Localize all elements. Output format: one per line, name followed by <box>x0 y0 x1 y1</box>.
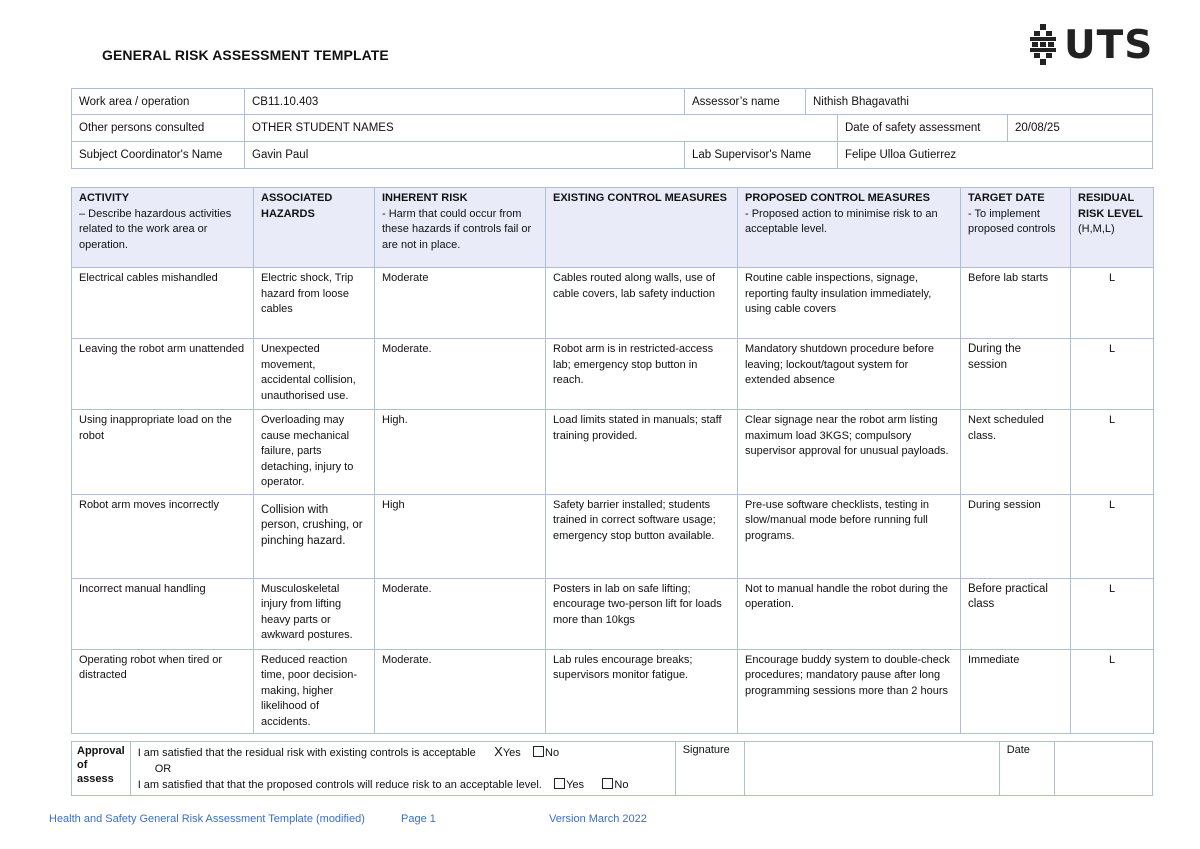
table-row <box>72 494 1154 578</box>
cell-existing[interactable]: Safety barrier installed; students trained in correct software usage; emergency stop button available. <box>546 494 738 578</box>
cell-hazards[interactable]: Reduced reaction time, poor decision-making, higher likelihood of accidents. <box>254 649 375 734</box>
cell-proposed[interactable]: Encourage buddy system to double-check procedures; mandatory pause after long programming sessions more than 2 hours <box>738 649 961 734</box>
header-residual-risk: RESIDUAL RISK LEVEL (H,M,L) <box>1071 188 1154 268</box>
cell-target[interactable]: During session <box>961 494 1071 578</box>
coordinator-value[interactable]: Gavin Paul <box>245 142 685 169</box>
cell-activity[interactable]: Incorrect manual handling <box>72 578 254 649</box>
lab-supervisor-value[interactable]: Felipe Ulloa Gutierrez <box>837 142 1152 169</box>
approval-table <box>71 741 1153 796</box>
assessment-info-table <box>71 88 1153 169</box>
signature-label: Signature <box>675 742 744 796</box>
signature-field[interactable] <box>744 742 999 796</box>
cell-existing[interactable]: Load limits stated in manuals; staff training provided. <box>546 410 738 495</box>
header-hazards: ASSOCIATED HAZARDS <box>254 188 375 268</box>
approval-statements <box>130 742 675 796</box>
others-consulted-label: Other persons consulted <box>72 115 245 142</box>
cell-inherent[interactable]: High <box>375 494 546 578</box>
header-existing-controls: EXISTING CONTROL MEASURES <box>546 188 738 268</box>
cell-residual[interactable]: L <box>1071 268 1154 339</box>
cell-residual[interactable]: L <box>1071 410 1154 495</box>
cell-activity[interactable]: Leaving the robot arm unattended <box>72 339 254 410</box>
cell-hazards[interactable]: Musculoskeletal injury from lifting heavy parts or awkward postures. <box>254 578 375 649</box>
cell-activity[interactable]: Robot arm moves incorrectly <box>72 494 254 578</box>
header-target-date: TARGET DATE - To implement proposed controls <box>961 188 1071 268</box>
approval-date-label: Date <box>999 742 1054 796</box>
cell-hazards[interactable]: Unexpected movement, accidental collision, unauthorised use. <box>254 339 375 410</box>
others-consulted-value[interactable]: OTHER STUDENT NAMES <box>245 115 838 142</box>
cell-inherent[interactable]: High. <box>375 410 546 495</box>
cell-proposed[interactable]: Not to manual handle the robot during the operation. <box>738 578 961 649</box>
footer-page-number: Page 1 <box>401 813 436 825</box>
work-area-value[interactable]: CB11.10.403 <box>245 89 685 115</box>
cell-activity[interactable]: Using inappropriate load on the robot <box>72 410 254 495</box>
risk-assessment-table <box>71 187 1154 734</box>
assessor-label: Assessor’s name <box>685 89 806 115</box>
cell-target[interactable]: Before lab starts <box>961 268 1071 339</box>
cell-residual[interactable]: L <box>1071 339 1154 410</box>
header-proposed-controls: PROPOSED CONTROL MEASURES - Proposed action to minimise risk to an acceptable level. <box>738 188 961 268</box>
cell-target[interactable]: Immediate <box>961 649 1071 734</box>
table-row <box>72 578 1154 649</box>
uts-crest-icon <box>1028 24 1058 66</box>
cell-proposed[interactable]: Clear signage near the robot arm listing maximum load 3KGS; compulsory supervisor approval for unusual payloads. <box>738 410 961 495</box>
cell-activity[interactable]: Operating robot when tired or distracted <box>72 649 254 734</box>
yes-label-1: Yes <box>502 747 521 759</box>
cell-inherent[interactable]: Moderate. <box>375 578 546 649</box>
assessor-value[interactable]: Nithish Bhagavathi <box>806 89 1153 115</box>
work-area-label: Work area / operation <box>72 89 245 115</box>
document-title: GENERAL RISK ASSESSMENT TEMPLATE <box>102 47 389 63</box>
cell-residual[interactable]: L <box>1071 494 1154 578</box>
approval-or: OR <box>154 763 172 775</box>
cell-proposed[interactable]: Mandatory shutdown procedure before leaving; lockout/tagout system for extended absence <box>738 339 961 410</box>
uts-logo <box>1028 24 1153 66</box>
cell-existing[interactable]: Posters in lab on safe lifting; encourage two-person lift for loads more than 10kgs <box>546 578 738 649</box>
uts-logo-text: UTS <box>1064 22 1154 68</box>
approval-line-1: I am satisfied that the residual risk with existing controls is acceptable <box>137 747 476 759</box>
cell-hazards[interactable]: Overloading may cause mechanical failure, parts detaching, injury to operator. <box>254 410 375 495</box>
cell-proposed[interactable]: Pre-use software checklists, testing in slow/manual mode before running full programs. <box>738 494 961 578</box>
assessment-date-value[interactable]: 20/08/25 <box>1007 115 1152 142</box>
no-label-2: No <box>614 779 629 791</box>
approval-line-2: I am satisfied that that the proposed controls will reduce risk to an acceptable level. <box>137 779 542 791</box>
no-checkbox-2[interactable] <box>602 778 613 789</box>
lab-supervisor-label: Lab Supervisor's Name <box>685 142 838 169</box>
cell-target[interactable]: During the session <box>961 339 1071 410</box>
table-row <box>72 339 1154 410</box>
coordinator-label: Subject Coordinator's Name <box>72 142 245 169</box>
cell-activity[interactable]: Electrical cables mishandled <box>72 268 254 339</box>
cell-inherent[interactable]: Moderate <box>375 268 546 339</box>
no-checkbox-1[interactable] <box>533 746 544 757</box>
table-row <box>72 410 1154 495</box>
cell-inherent[interactable]: Moderate. <box>375 339 546 410</box>
cell-inherent[interactable]: Moderate. <box>375 649 546 734</box>
cell-existing[interactable]: Lab rules encourage breaks; supervisors monitor fatigue. <box>546 649 738 734</box>
footer-doc-name: Health and Safety General Risk Assessment Template (modified) <box>49 813 365 825</box>
header-activity: ACTIVITY – Describe hazardous activities related to the work area or operation. <box>72 188 254 268</box>
cell-existing[interactable]: Cables routed along walls, use of cable covers, lab safety induction <box>546 268 738 339</box>
cell-hazards[interactable]: Collision with person, crushing, or pinching hazard. <box>254 494 375 578</box>
cell-proposed[interactable]: Routine cable inspections, signage, reporting faulty insulation immediately, using cable covers <box>738 268 961 339</box>
yes-label-2: Yes <box>566 779 585 791</box>
cell-target[interactable]: Before practical class <box>961 578 1071 649</box>
cell-target[interactable]: Next scheduled class. <box>961 410 1071 495</box>
table-row <box>72 649 1154 734</box>
approval-label: Approval of assess <box>72 742 131 796</box>
yes-checkbox-2[interactable] <box>554 778 565 789</box>
assessment-date-label: Date of safety assessment <box>837 115 1007 142</box>
footer-version: Version March 2022 <box>549 813 647 825</box>
table-row <box>72 268 1154 339</box>
header-inherent-risk: INHERENT RISK - Harm that could occur from these hazards if controls fail or are not in place. <box>375 188 546 268</box>
cell-hazards[interactable]: Electric shock, Trip hazard from loose cables <box>254 268 375 339</box>
table-header-row <box>72 188 1154 268</box>
cell-existing[interactable]: Robot arm is in restricted-access lab; emergency stop button in reach. <box>546 339 738 410</box>
yes-checkbox-1[interactable]: X <box>494 744 503 759</box>
approval-date-field[interactable] <box>1054 742 1152 796</box>
no-label-1: No <box>545 747 560 759</box>
cell-residual[interactable]: L <box>1071 578 1154 649</box>
cell-residual[interactable]: L <box>1071 649 1154 734</box>
